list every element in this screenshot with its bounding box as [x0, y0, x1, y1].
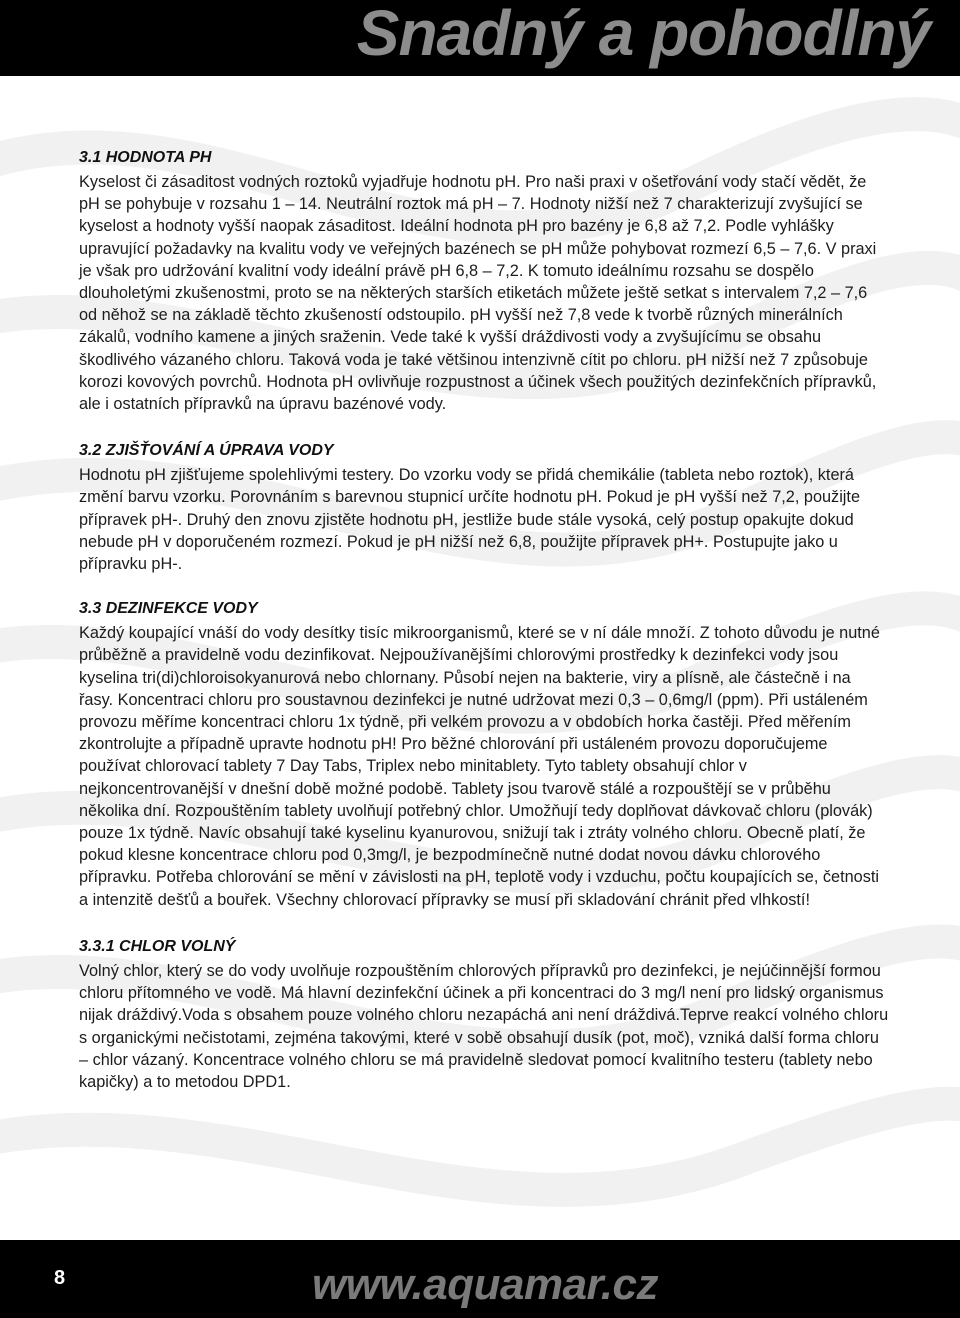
section-heading: 3.1 HODNOTA PH	[79, 149, 212, 166]
page-number: 8	[54, 1267, 66, 1289]
section-measurement	[79, 441, 889, 575]
section-body: Kyselost či zásaditost vodných roztoků vyjadřuje hodnotu pH. Pro naši praxi v ošetřování vody stačí vědět, že pH se pohybuje v rozsahu 1 – 14. Neutrální roztok má pH – 7. Hodnoty nižší než 7 charakterizují zvyšující se kyselost a hodnoty vyšší naopak zásaditost. Ideální hodnota pH pro bazény je 6,8 až 7,2. Podle vyhlášky upravující požadavky na kvalitu vody ve veřejných bazénech se pH může pohybovat rozmezí 6,5 – 7,6. V praxi je však pro udržování kvalitní vody ideální právě pH 6,8 – 7,2. K tomuto ideálnímu rozsahu se dospělo dlouholetými zkušenostmi, proto se na některých starších etiketách můžete ještě setkat s intervalem 7,2 – 7,6 od něhož se na základě těchto zkušeností odstoupilo. pH vyšší než 7,8 vede k tvorbě různých minerálních zákalů, vodního kamene a jiných sraženin. Vede také k vyšší dráždivosti vody a zvyšujícímu se obsahu škodlivého vázaného chloru. Taková voda je také většinou intenzivně cítit po chloru. pH nižší než 7 způsobuje korozi kovových povrchů. Hodnota pH ovlivňuje rozpustnost a účinek všech použitých dezinfekčních přípravků, ale i ostatních přípravků na úpravu bazénové vody.	[79, 173, 877, 414]
header-title: Snadný a pohodlný	[356, 0, 930, 69]
footer-bar	[0, 1240, 960, 1318]
section-body: Hodnotu pH zjišťujeme spolehlivými testery. Do vzorku vody se přidá chemikálie (tableta nebo roztok), která změní barvu vzorku. Porovnáním s barevnou stupnicí určíte hodnotu pH. Pokud je pH vyšší než 7,2, použijte přípravek pH-. Druhý den znovu zjistěte hodnotu pH, jestliže bude stále vysoká, celý postup opakujte dokud nebude pH v doporučeném rozmezí. Pokud je pH nižší než 6,8, použijte přípravek pH+. Postupujte jako u přípravku pH-.	[79, 466, 861, 574]
footer-website-link[interactable]: www.aquamar.cz	[312, 1260, 658, 1309]
section-body: Každý koupající vnáší do vody desítky tisíc mikroorganismů, které se v ní dále množí. Z tohoto důvodu je nutné průběžně a pravidelně vodu dezinfikovat. Nejpoužívanějšími chlorovými prostředky k dezinfekci vody jsou kyselina tri(di)chloroisokyanurová nebo chlornany. Působí nejen na bakterie, viry a plísně, ale částečně i na řasy. Koncentraci chloru pro soustavnou dezinfekci je nutné udržovat mezi 0,3 – 0,6mg/l (ppm). Při ustáleném provozu měříme koncentraci chloru 1x týdně, při velkém provozu a v obdobích horka častěji. Před měřením zkontrolujte a případně upravte hodnotu pH! Pro běžné chlorování při ustáleném provozu doporučujeme používat chlorovací tablety 7 Day Tabs, Triplex nebo minitablety. Tyto tablety obsahují chlor v nejkoncentrovanější v dnešní době možné podobě. Tablety jsou tvarově stálé a rozpouštějí se v průběhu několika dní. Rozpouštěním tablety uvolňují potřebný chlor. Umožňují tedy doplňovat dávkovač chloru (plovák) pouze 1x týdně. Navíc obsahují také kyselinu kyanurovou, snižují tak i ztráty volného chloru. Obecně platí, že pokud klesne koncentrace chloru pod 0,3mg/l, je bezpodmínečně nutné dodat novou dávku chlorového přípravku. Potřeba chlorování se mění v závislosti na pH, teplotě vody i vzduchu, počtu koupajících se, četnosti a intenzitě dešťů a bouřek. Všechny chlorovací přípravky se musí při skladování chránit před vlhkostí!	[79, 624, 880, 909]
section-heading: 3.3.1 CHLOR VOLNÝ	[79, 937, 236, 955]
section-free-chlorine	[79, 937, 889, 1093]
section-disinfection	[79, 599, 889, 911]
section-heading: 3.3 DEZINFEKCE VODY	[79, 600, 258, 618]
section-body: Volný chlor, který se do vody uvolňuje rozpouštěním chlorových přípravků pro dezinfekci, je nejúčinnější formou chloru přítomného ve vodě. Má hlavní dezinfekční účinek a při koncentraci do 3 mg/l není pro lidský organismus nijak dráždivý.Voda s obsahem pouze volného chloru nezapáchá ani není dráždivá.Teprve reakcí volného chloru s organickými nečistotami, zejména takovými, které v sobě obsahují dusík (pot, moč), vzniká další forma chloru – chlor vázaný. Koncentrace volného chloru se má pravidelně sledovat pomocí kvalitního testeru (tablety nebo kapičky) a to metodou DPD1.	[79, 961, 889, 1091]
header-bar	[0, 0, 960, 76]
section-ph-value	[79, 148, 889, 415]
section-heading: 3.2 ZJIŠŤOVÁNÍ A ÚPRAVA VODY	[79, 442, 334, 460]
page-content	[79, 148, 889, 1093]
